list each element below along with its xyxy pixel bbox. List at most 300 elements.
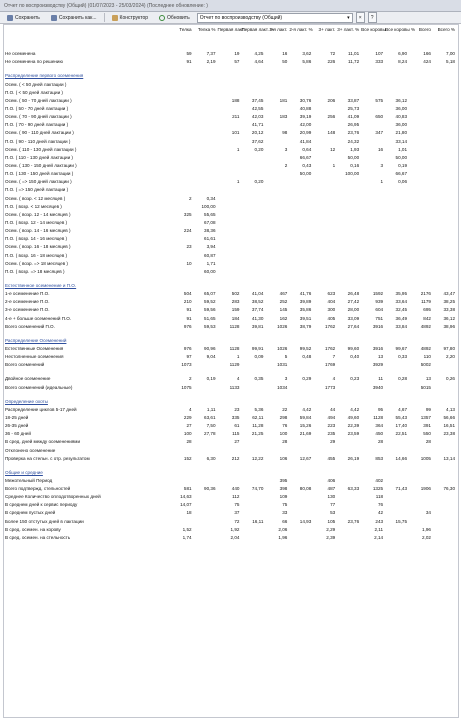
table-row <box>4 446 456 454</box>
table-row <box>4 113 456 121</box>
table-row <box>4 526 456 534</box>
row-label: П.О. ( возр. 16 - 18 месяцев ) <box>5 252 68 258</box>
table-cell: 77 <box>330 502 336 508</box>
table-cell <box>408 260 432 268</box>
row-label: П.О. ( 130 - 150 дней лактации ) <box>5 171 74 177</box>
table-cell: 99,91 <box>251 345 264 351</box>
table-cell: 23,76 <box>347 130 360 136</box>
table-cell: 39,19 <box>299 114 312 120</box>
table-cell <box>432 89 456 97</box>
table-cell <box>288 89 312 97</box>
table-cell <box>384 89 408 97</box>
table-cell: 37,62 <box>251 138 264 144</box>
table-cell: 21,80 <box>395 130 408 136</box>
table-cell: 13,14 <box>443 455 455 461</box>
row-label: 36 - 60 дней <box>5 431 31 437</box>
table-row <box>4 89 456 97</box>
table-cell: 1,93 <box>350 146 360 152</box>
table-cell <box>169 178 193 186</box>
table-cell <box>193 383 217 391</box>
table-row <box>4 211 456 219</box>
table-cell <box>240 501 264 509</box>
table-cell <box>336 383 360 391</box>
table-cell: 2,29 <box>326 526 336 532</box>
table-cell: 36,12 <box>395 97 408 103</box>
row-label: Всего осеменений (идеальные) <box>5 384 73 390</box>
table-cell <box>432 186 456 194</box>
report-table <box>4 25 456 542</box>
table-cell <box>360 219 384 227</box>
table-cell <box>193 80 217 88</box>
table-cell <box>264 243 288 251</box>
table-cell <box>312 260 336 268</box>
row-label: П.О. ( 90 - 110 дней лактации ) <box>5 138 71 144</box>
table-cell <box>217 121 241 129</box>
table-cell: 41,76 <box>299 291 312 297</box>
table-cell: 1,92 <box>230 526 240 532</box>
table-cell: 0,33 <box>398 354 408 360</box>
row-label: Всего осеменений <box>5 362 45 368</box>
table-cell: 3940 <box>372 384 384 390</box>
table-row <box>4 251 456 259</box>
table-cell <box>217 186 241 194</box>
table-cell <box>217 251 241 259</box>
table-cell <box>312 219 336 227</box>
table-cell <box>360 260 384 268</box>
table-cell: 229 <box>183 414 192 420</box>
table-cell <box>384 438 408 446</box>
table-cell <box>384 361 408 369</box>
table-cell <box>432 235 456 243</box>
table-cell: 40,83 <box>395 114 408 120</box>
table-cell <box>336 186 360 194</box>
table-cell: 59,53 <box>204 323 216 329</box>
section-header-row <box>4 469 456 477</box>
table-cell: 33,09 <box>347 315 360 321</box>
table-cell: 224 <box>183 228 192 234</box>
column-header[interactable]: 3+ лакт. <box>318 27 336 32</box>
table-cell: 71,43 <box>395 486 408 492</box>
table-cell <box>169 129 193 137</box>
row-label: В сред. осемен. на корову <box>5 526 61 532</box>
table-cell: 63,33 <box>347 486 360 492</box>
row-label: Осем. ( 50 - 70 дней лактации ) <box>5 97 72 103</box>
table-cell: 226 <box>327 59 336 65</box>
section-header-row <box>4 397 456 405</box>
table-cell: 300 <box>327 307 336 313</box>
table-cell <box>193 446 217 454</box>
table-cell <box>408 105 432 113</box>
row-label: 4-е + больше осеменений П.О. <box>5 315 72 321</box>
table-cell: 51,65 <box>204 315 216 321</box>
table-cell <box>432 243 456 251</box>
table-cell <box>408 178 432 186</box>
table-cell <box>384 243 408 251</box>
table-row <box>4 493 456 501</box>
table-cell: 12 <box>330 146 336 152</box>
table-cell <box>312 121 336 129</box>
table-cell: 76,30 <box>443 486 455 492</box>
table-cell: 23 <box>186 244 192 250</box>
table-cell <box>312 89 336 97</box>
refresh-button[interactable] <box>155 12 194 23</box>
table-cell: 10 <box>186 260 192 266</box>
table-row <box>4 146 456 154</box>
table-cell: 20,99 <box>299 130 312 136</box>
table-cell: 243 <box>375 518 384 524</box>
table-cell <box>312 243 336 251</box>
table-cell <box>169 146 193 154</box>
row-label: Нестолненные осеменения <box>5 354 64 360</box>
table-cell: 1128 <box>229 345 240 351</box>
table-cell <box>288 80 312 88</box>
table-cell <box>240 477 264 485</box>
table-cell: 40,88 <box>299 106 312 112</box>
section-title: Распределение Осеменений <box>5 337 67 343</box>
table-cell: 90,96 <box>204 345 216 351</box>
table-cell <box>336 235 360 243</box>
table-cell <box>360 235 384 243</box>
table-cell <box>169 251 193 259</box>
table-cell <box>288 361 312 369</box>
table-cell: 347 <box>375 130 384 136</box>
table-cell: 49,60 <box>347 414 360 420</box>
table-cell: 34 <box>425 510 431 516</box>
row-label: В сред. осемен. на стельность <box>5 534 71 540</box>
table-cell: 23,59 <box>347 431 360 437</box>
table-cell: 27 <box>234 439 240 445</box>
column-header[interactable]: Телка <box>179 27 192 32</box>
table-cell: 3,94 <box>206 244 216 250</box>
column-header[interactable]: 3+ лакт. % <box>337 27 360 32</box>
table-cell <box>336 80 360 88</box>
table-cell <box>217 162 241 170</box>
table-cell <box>240 219 264 227</box>
table-cell: 72 <box>330 51 336 57</box>
table-cell: 35,86 <box>299 307 312 313</box>
table-cell: 159 <box>231 307 240 313</box>
table-cell: 39,51 <box>299 315 312 321</box>
save-as-button[interactable] <box>47 12 101 23</box>
table-cell <box>408 121 432 129</box>
table-cell <box>408 129 432 137</box>
table-cell <box>384 534 408 542</box>
table-cell: 4,42 <box>302 406 312 412</box>
column-header[interactable]: 2-я лакт. % <box>289 27 313 32</box>
table-cell <box>336 534 360 542</box>
table-cell <box>336 203 360 211</box>
table-cell: 5,86 <box>302 59 312 65</box>
table-cell <box>432 203 456 211</box>
row-label: Не осеменена <box>5 51 36 57</box>
report-select-value: Отчет по воспроизводству (Общий) <box>199 14 283 21</box>
table-cell: 16,51 <box>443 423 455 429</box>
table-row <box>4 203 456 211</box>
table-cell <box>312 154 336 162</box>
table-cell <box>193 170 217 178</box>
table-cell <box>240 251 264 259</box>
table-header-row <box>4 25 456 50</box>
table-cell <box>288 383 312 391</box>
table-cell: 2,20 <box>446 354 455 360</box>
table-cell <box>384 268 408 276</box>
table-cell: 15,75 <box>395 518 408 524</box>
table-cell <box>169 203 193 211</box>
table-cell <box>169 477 193 485</box>
table-cell <box>288 211 312 219</box>
table-cell <box>384 501 408 509</box>
table-cell: 405 <box>327 315 336 321</box>
table-cell <box>336 446 360 454</box>
table-cell: 27,78 <box>204 431 216 437</box>
row-label: Всего подтвержд. стельностей <box>5 486 71 492</box>
table-cell <box>408 146 432 154</box>
table-cell: 2176 <box>420 291 431 297</box>
table-cell: 325 <box>183 211 192 217</box>
table-cell: 1031 <box>277 362 288 368</box>
table-cell: 107 <box>375 51 384 57</box>
table-cell <box>360 194 384 202</box>
table-cell: 28,00 <box>347 307 360 313</box>
table-cell <box>288 251 312 259</box>
table-cell <box>217 446 241 454</box>
table-row <box>4 219 456 227</box>
table-cell: 41,09 <box>347 114 360 120</box>
table-cell: 3916 <box>372 345 384 351</box>
table-cell <box>240 235 264 243</box>
save-label: Сохранить <box>15 14 40 21</box>
table-cell: 39,81 <box>251 323 264 329</box>
table-cell <box>217 260 241 268</box>
table-cell <box>432 251 456 259</box>
column-header[interactable]: Всего <box>418 27 431 32</box>
table-cell: 76 <box>377 502 384 508</box>
table-cell <box>169 517 193 525</box>
table-cell: 5015 <box>420 384 431 390</box>
table-cell <box>240 194 264 202</box>
row-label: Осем. ( 70 - 90 дней лактации ) <box>5 114 72 120</box>
table-cell: 13 <box>425 376 431 382</box>
table-cell <box>288 194 312 202</box>
table-cell <box>408 268 432 276</box>
clear-button[interactable] <box>356 12 365 23</box>
table-cell: 3,62 <box>302 51 312 57</box>
table-cell <box>240 203 264 211</box>
table-cell <box>240 493 264 501</box>
table-cell: 939 <box>375 299 384 305</box>
table-cell: 406 <box>327 477 336 483</box>
table-cell: 502 <box>231 291 240 297</box>
row-label: П.О. ( 110 - 130 дней лактации ) <box>5 154 73 160</box>
table-cell <box>264 137 288 145</box>
table-cell <box>432 129 456 137</box>
table-cell: 1 <box>380 179 384 185</box>
report-area[interactable] <box>3 24 459 718</box>
table-cell <box>408 170 432 178</box>
table-cell: 1357 <box>420 414 431 420</box>
table-cell <box>169 137 193 145</box>
table-cell: 26,48 <box>347 291 360 297</box>
table-cell <box>288 446 312 454</box>
table-cell <box>432 501 456 509</box>
table-cell <box>312 170 336 178</box>
table-row <box>4 306 456 314</box>
table-cell <box>169 97 193 105</box>
table-cell <box>193 113 217 121</box>
table-cell: 63,61 <box>204 414 216 420</box>
table-cell: 59,56 <box>204 307 216 313</box>
table-cell: 4,42 <box>350 406 360 412</box>
table-cell <box>169 80 193 88</box>
row-label-header <box>4 25 169 50</box>
column-header[interactable]: Все коровы % <box>385 27 416 32</box>
table-cell <box>193 438 217 446</box>
row-label: Осем. ( возр. 16 - 18 месяцев ) <box>5 244 71 250</box>
table-cell <box>264 170 288 178</box>
table-cell: 6,30 <box>206 455 216 461</box>
table-row <box>4 345 456 353</box>
table-cell: 4892 <box>420 345 431 351</box>
column-header[interactable]: Все коровы <box>361 27 386 32</box>
help-button[interactable] <box>368 12 377 23</box>
table-cell: 152 <box>183 455 192 461</box>
table-cell <box>336 438 360 446</box>
table-cell: 76 <box>282 423 288 429</box>
table-cell: 38,36 <box>204 228 216 234</box>
table-cell: 27,64 <box>347 323 360 329</box>
table-cell: 0,16 <box>350 163 360 168</box>
table-cell: 21,69 <box>299 431 312 437</box>
table-cell <box>240 361 264 369</box>
table-cell <box>193 517 217 525</box>
table-cell <box>169 162 193 170</box>
table-cell <box>408 203 432 211</box>
column-header[interactable]: Всего % <box>437 27 455 32</box>
table-cell: 38,96 <box>443 323 455 329</box>
table-cell <box>408 517 432 525</box>
row-label: Осем. ( возр. 14 - 16 месяцев ) <box>5 228 71 234</box>
table-cell: 41,71 <box>251 122 264 128</box>
table-cell <box>384 509 408 517</box>
table-cell <box>432 80 456 88</box>
table-cell: 11 <box>378 376 384 382</box>
table-cell: 4 <box>236 376 240 382</box>
column-header[interactable]: Первая лакт. % <box>241 27 275 32</box>
table-cell: 28 <box>425 439 431 445</box>
table-cell: 41,84 <box>299 138 312 144</box>
table-cell: 24,32 <box>347 138 360 144</box>
table-cell <box>336 477 360 485</box>
table-cell: 1906 <box>420 486 431 492</box>
table-cell <box>288 509 312 517</box>
row-label: П.О. ( 50 - 70 дней лактации ) <box>5 106 69 112</box>
table-cell <box>240 154 264 162</box>
row-label: Осем. ( => 150 дней лактации ) <box>5 179 72 185</box>
table-cell <box>384 211 408 219</box>
table-cell: 391 <box>423 423 431 429</box>
constructor-button[interactable] <box>108 12 153 23</box>
table-cell: 0,19 <box>206 376 216 382</box>
table-cell <box>432 446 456 454</box>
table-cell: 1773 <box>324 384 336 390</box>
table-cell: 1592 <box>372 291 384 297</box>
table-cell <box>408 235 432 243</box>
table-cell: 2 <box>284 163 288 168</box>
table-cell: 50,00 <box>395 154 408 160</box>
table-cell <box>169 170 193 178</box>
table-row <box>4 243 456 251</box>
column-header[interactable]: Первая лакт. <box>217 27 245 32</box>
table-cell: 33,64 <box>395 299 408 305</box>
table-cell <box>288 243 312 251</box>
table-cell: 2 <box>189 195 192 201</box>
table-cell: 1026 <box>277 323 288 329</box>
column-header[interactable]: 2-я лакт. <box>269 27 288 32</box>
table-cell: 404 <box>327 299 336 305</box>
table-cell <box>432 227 456 235</box>
table-cell <box>336 251 360 259</box>
table-cell <box>240 509 264 517</box>
table-cell <box>336 219 360 227</box>
table-row <box>4 534 456 542</box>
table-cell: 67,08 <box>204 219 216 225</box>
row-label: 2-е осеменение П.О. <box>5 299 50 305</box>
report-select[interactable] <box>197 13 353 23</box>
save-button[interactable] <box>3 12 44 23</box>
section-header-row <box>4 72 456 80</box>
table-cell: 11,72 <box>347 59 360 65</box>
report-body <box>4 50 456 542</box>
table-cell: 20,12 <box>251 130 264 136</box>
table-cell <box>408 194 432 202</box>
table-cell: 424 <box>423 59 431 65</box>
table-cell <box>312 268 336 276</box>
table-cell <box>264 446 288 454</box>
table-cell: 0,20 <box>254 146 264 152</box>
table-cell: 37,45 <box>251 97 264 103</box>
table-cell: 110 <box>423 354 431 360</box>
column-header[interactable]: Телка % <box>197 27 216 32</box>
table-cell <box>336 493 360 501</box>
table-cell <box>169 186 193 194</box>
table-cell <box>408 446 432 454</box>
table-cell <box>408 211 432 219</box>
table-row <box>4 454 456 462</box>
table-cell: 2,39 <box>326 534 336 540</box>
table-cell <box>408 186 432 194</box>
table-cell <box>169 89 193 97</box>
table-cell <box>288 501 312 509</box>
table-cell: 14,66 <box>395 455 408 461</box>
table-cell <box>408 477 432 485</box>
table-cell: 223 <box>327 423 336 429</box>
table-cell: 1,11 <box>206 406 216 412</box>
table-cell: 581 <box>183 486 192 492</box>
row-label: Среднее Количество оплодотворенных дней <box>5 494 101 500</box>
table-cell <box>312 137 336 145</box>
table-cell <box>264 121 288 129</box>
table-cell: 8,24 <box>398 59 408 65</box>
table-cell: 19 <box>234 51 240 57</box>
table-cell <box>217 80 241 88</box>
table-cell: 211 <box>232 114 240 120</box>
table-cell: 38,52 <box>251 299 264 305</box>
table-cell <box>193 162 217 170</box>
table-cell: 1762 <box>324 323 336 329</box>
table-cell <box>312 203 336 211</box>
constructor-icon <box>112 15 118 21</box>
table-row <box>4 353 456 361</box>
